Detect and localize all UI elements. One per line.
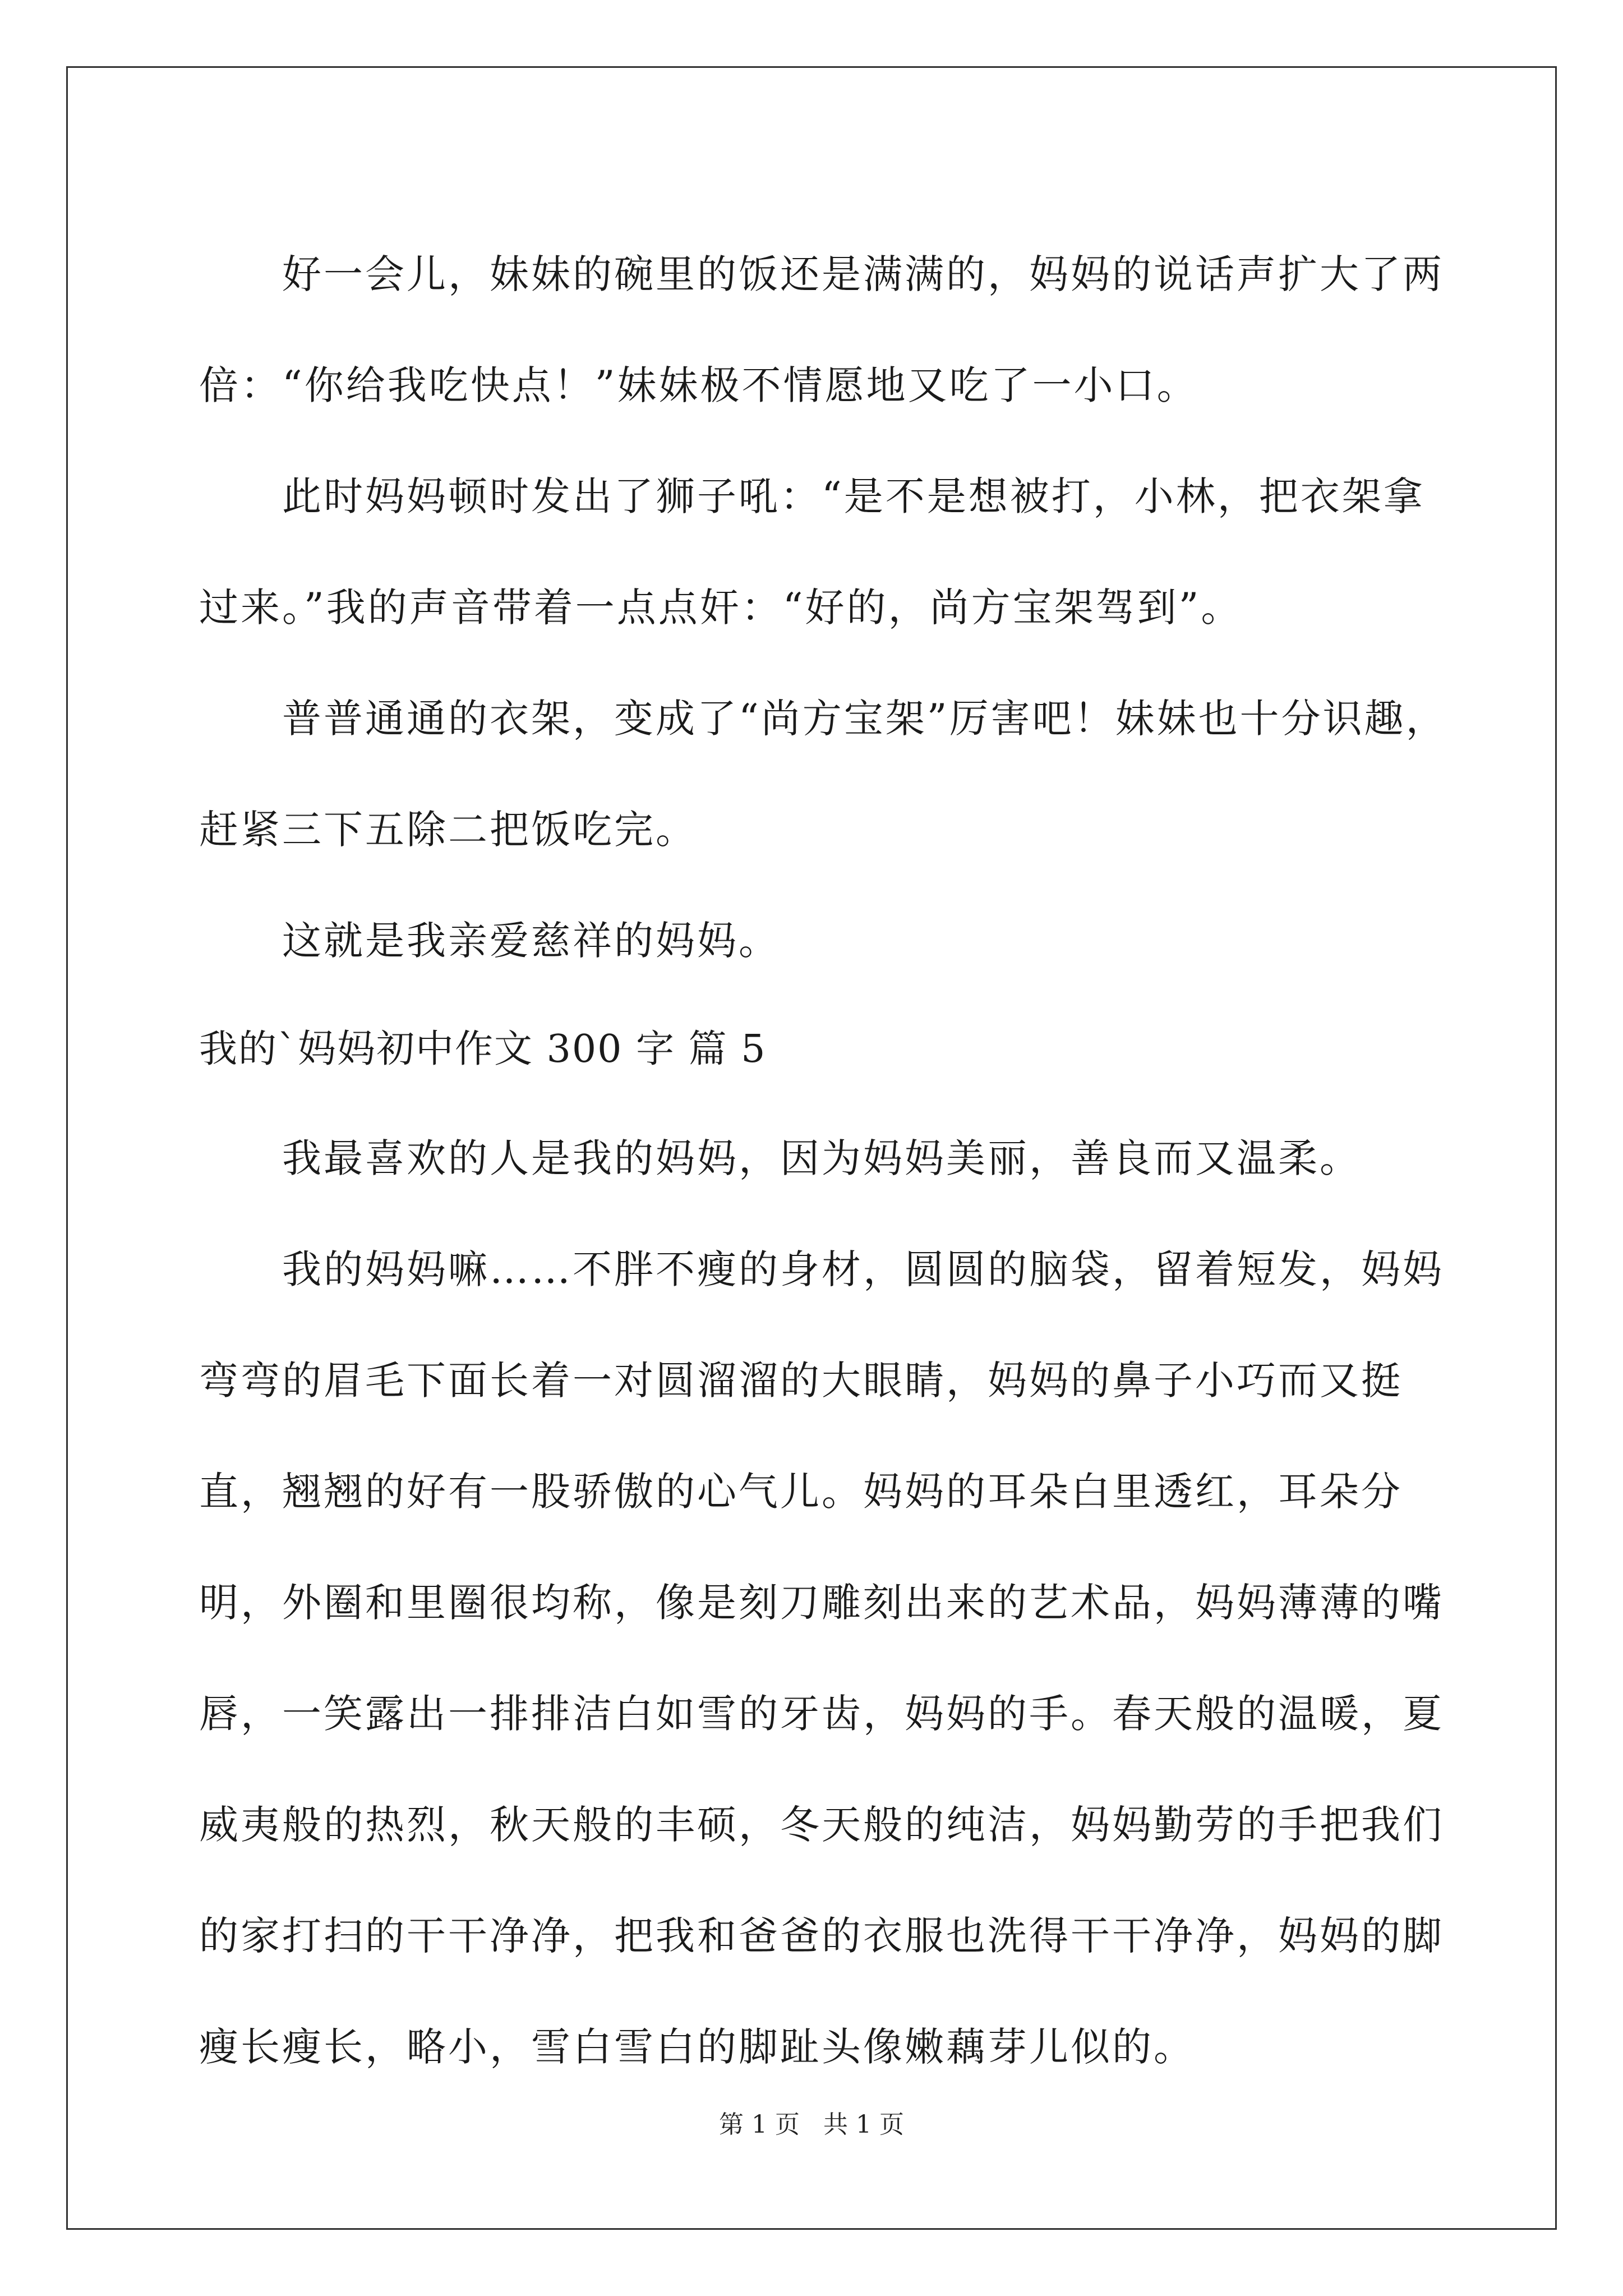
paragraph: 这就是我亲爱慈祥的妈妈。 [282,918,780,964]
page-total: 共 1 页 [823,2110,904,2139]
document-body [199,219,1461,2102]
paragraph: 我最喜欢的人是我的妈妈，因为妈妈美丽，善良而又温柔。 [282,1135,1361,1181]
paragraph: 普普通通的衣架，变成了“尚方宝架”厉害吧！妹妹也十分识趣，赶紧三下五除二把饭吃完。 [199,696,1447,853]
paragraph: 此时妈妈顿时发出了狮子吼：“是不是想被打，小林，把衣架拿过来。”我的声音带着一点点奸：“好的，尚方宝架驾到”。 [199,473,1425,631]
section-heading: 我的`妈妈初中作文 300 字 篇 5 [199,1027,767,1071]
page-footer [0,2108,1623,2142]
paragraph: 我的妈妈嘛……不胖不瘦的身材，圆圆的脑袋，留着短发，妈妈弯弯的眉毛下面长着一对圆溜溜的大眼睛，妈妈的鼻子小巧而又挺直，翘翘的好有一股骄傲的心气儿。妈妈的耳朵白里透红，耳朵分明，外圈和里圈很均称，像是刻刀雕刻出来的艺术品，妈妈薄薄的嘴唇，一笑露出一排排洁白如雪的牙齿，妈妈的手。春天般的温暖，夏威夷般的热烈，秋天般的丰硕，冬天般的纯洁，妈妈勤劳的手把我们的家打扫的干干净净，把我和爸爸的衣服也洗得干干净净，妈妈的脚瘦长瘦长，略小，雪白雪白的脚趾头像嫩藕芽儿似的。 [199,1246,1444,2070]
page-number: 第 1 页 [719,2110,800,2139]
paragraph: 好一会儿，妹妹的碗里的饭还是满满的，妈妈的说话声扩大了两倍：“你给我吃快点！”妹妹极不情愿地又吃了一小口。 [199,251,1444,408]
